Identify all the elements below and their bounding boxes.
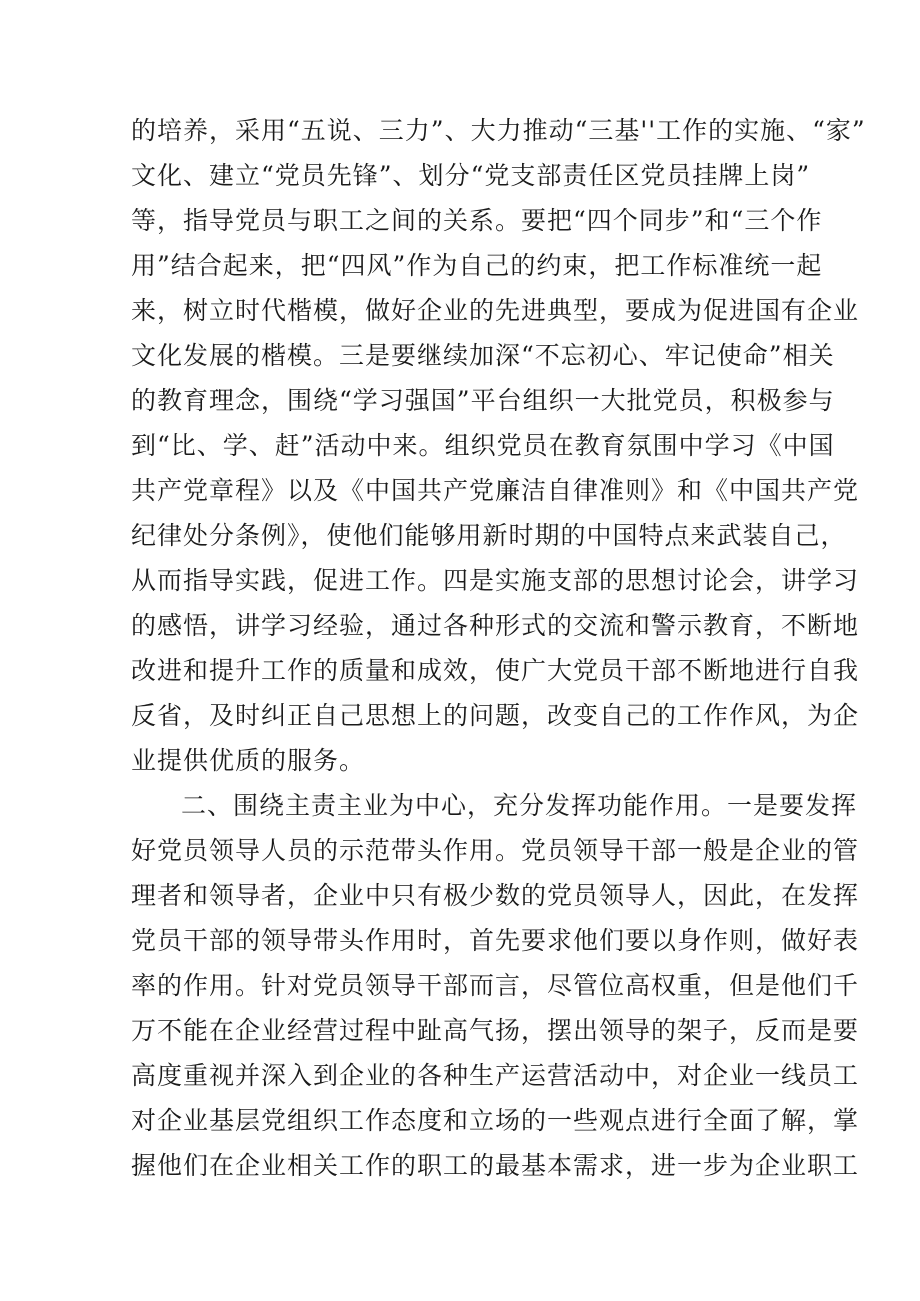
- text-line: 的感悟，讲学习经验，通过各种形式的交流和警示教育，不断地: [131, 611, 860, 640]
- body-text: [131, 112, 866, 1192]
- text-line: 理者和领导者，企业中只有极少数的党员领导人，因此，在发挥: [131, 881, 860, 910]
- text-line: 万不能在企业经营过程中趾高气扬，摆出领导的架子，反而是要: [131, 1016, 860, 1045]
- text-line: 用”结合起来，把“四风”作为自己的约束，把工作标准统一起: [131, 251, 823, 280]
- text-line: 率的作用。针对党员领导干部而言，尽管位高权重，但是他们千: [131, 971, 860, 1000]
- text-line: 的培养，采用“五说、三力”、大力推动“三基''工作的实施、“家”: [131, 116, 866, 145]
- text-line: 握他们在企业相关工作的职工的最基本需求，进一步为企业职工: [131, 1151, 860, 1180]
- text-line: 来，树立时代楷模，做好企业的先进典型，要成为促进国有企业: [131, 296, 860, 325]
- paragraph-2: [131, 787, 860, 1192]
- text-line: 高度重视并深入到企业的各种生产运营活动中，对企业一线员工: [131, 1061, 860, 1090]
- text-line: 到“比、学、赶”活动中来。组织党员在教育氛围中学习《中国: [131, 431, 835, 460]
- text-line: 等，指导党员与职工之间的关系。要把“四个同步”和“三个作: [131, 206, 823, 235]
- text-line: 改进和提升工作的质量和成效，使广大党员干部不断地进行自我: [131, 656, 860, 685]
- text-line: 共产党章程》以及《中国共产党廉洁自律准则》和《中国共产党: [131, 476, 860, 505]
- text-line: 文化、建立“党员先锋”、划分“党支部责任区党员挂牌上岗”: [131, 161, 811, 190]
- text-line: 从而指导实践，促进工作。四是实施支部的思想讨论会，讲学习: [131, 566, 860, 595]
- text-line: 的教育理念，围绕“学习强国”平台组织一大批党员，积极参与: [131, 386, 835, 415]
- text-line: 纪律处分条例》，使他们能够用新时期的中国特点来武装自己，: [131, 521, 847, 550]
- text-line: 党员干部的领导带头作用时，首先要求他们要以身作则，做好表: [131, 926, 860, 955]
- paragraph-1: [131, 112, 866, 787]
- text-line: 对企业基层党组织工作态度和立场的一些观点进行全面了解，掌: [131, 1106, 860, 1135]
- text-line: 好党员领导人员的示范带头作用。党员领导干部一般是企业的管: [131, 836, 860, 865]
- section-heading-line: 二、围绕主责主业为中心，充分发挥功能作用。一是要发挥: [181, 791, 858, 820]
- text-line: 文化发展的楷模。三是要继续加深“不忘初心、牢记使命”相关: [131, 341, 835, 370]
- text-line: 业提供优质的服务。: [131, 746, 366, 775]
- text-line: 反省，及时纠正自己思想上的问题，改变自己的工作作风，为企: [131, 701, 860, 730]
